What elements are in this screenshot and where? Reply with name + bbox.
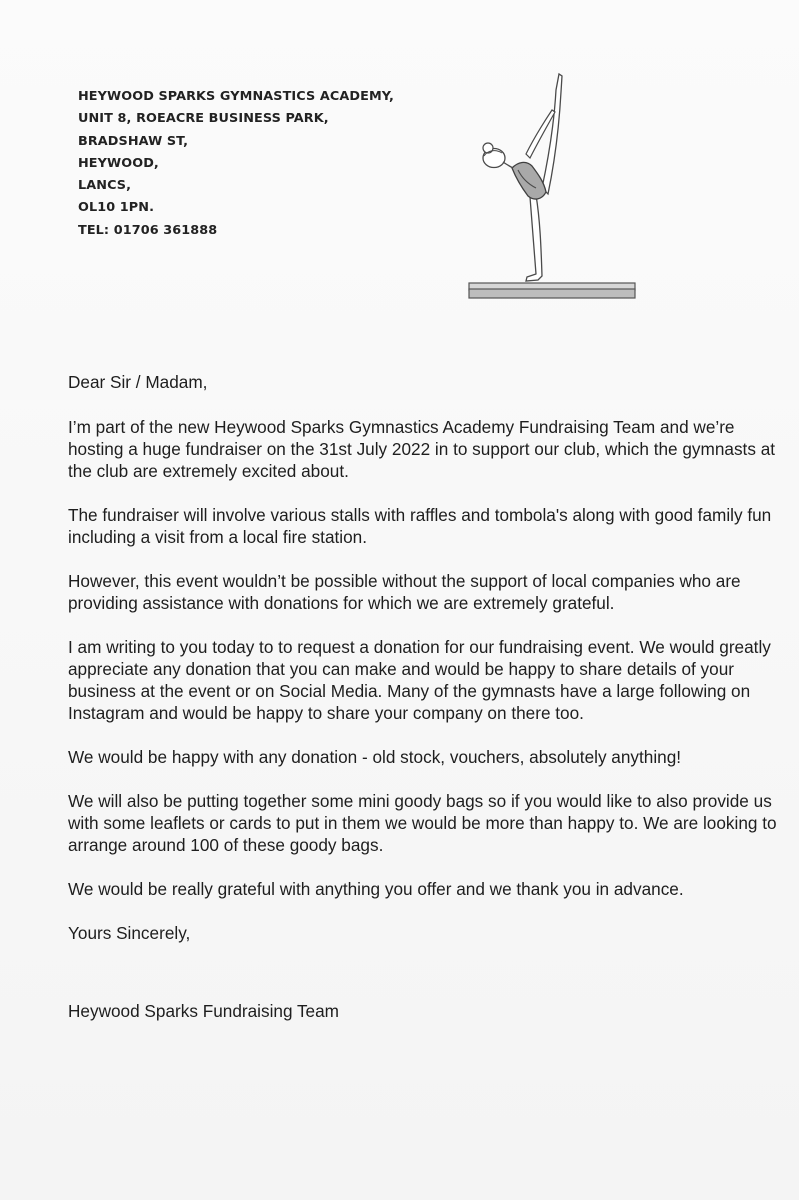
address-line-street: BRADSHAW ST, [78, 133, 189, 149]
address-line-town: HEYWOOD, [78, 155, 159, 171]
paragraph-donation-request: I am writing to you today to to request a donation for our fundraising event. We would greatly appreciate any donation that you can make and would be happy to share details of your business at the event or on Social Media. Many of the gymnasts have a large following on Instagram and would be happy to share your company on there too. [68, 637, 771, 723]
address-line-unit: UNIT 8, ROEACRE BUSINESS PARK, [78, 111, 329, 127]
paragraph-event-details: The fundraiser will involve various stalls with raffles and tombola's along with good family fun including a visit from a local fire station. [68, 505, 772, 547]
paragraph-goody-bags: We will also be putting together some mini goody bags so if you would like to also provide us with some leaflets or cards to put in them we would be more than happy to. We are looking to arrange around 100 of these goody bags. [68, 791, 777, 855]
paragraph-donation-types: We would be happy with any donation - old stock, vouchers, absolutely anything! [68, 747, 682, 767]
address-line-telephone: TEL: 01706 361888 [78, 222, 218, 238]
signature: Heywood Sparks Fundraising Team [68, 1001, 339, 1021]
paragraph-thanks: We would be really grateful with anything you offer and we thank you in advance. [68, 879, 684, 899]
address-block [78, 86, 394, 242]
letter-body [68, 371, 780, 1022]
paragraph-introduction: I’m part of the new Heywood Sparks Gymnastics Academy Fundraising Team and we’re hosting a huge fundraiser on the 31st July 2022 in to support our club, which the gymnasts at the club are extremely excited about. [68, 417, 776, 481]
closing: Yours Sincerely, [68, 923, 191, 943]
address-line-organisation: HEYWOOD SPARKS GYMNASTICS ACADEMY, [78, 89, 394, 104]
address-line-county: LANCS, [78, 178, 132, 194]
paragraph-support: However, this event wouldn’t be possible without the support of local companies who are providing assistance with donations for which we are extremely grateful. [68, 571, 741, 613]
salutation: Dear Sir / Madam, [68, 372, 208, 392]
address-line-postcode: OL10 1PN. [78, 200, 155, 216]
gymnast-on-beam-icon [466, 70, 638, 305]
